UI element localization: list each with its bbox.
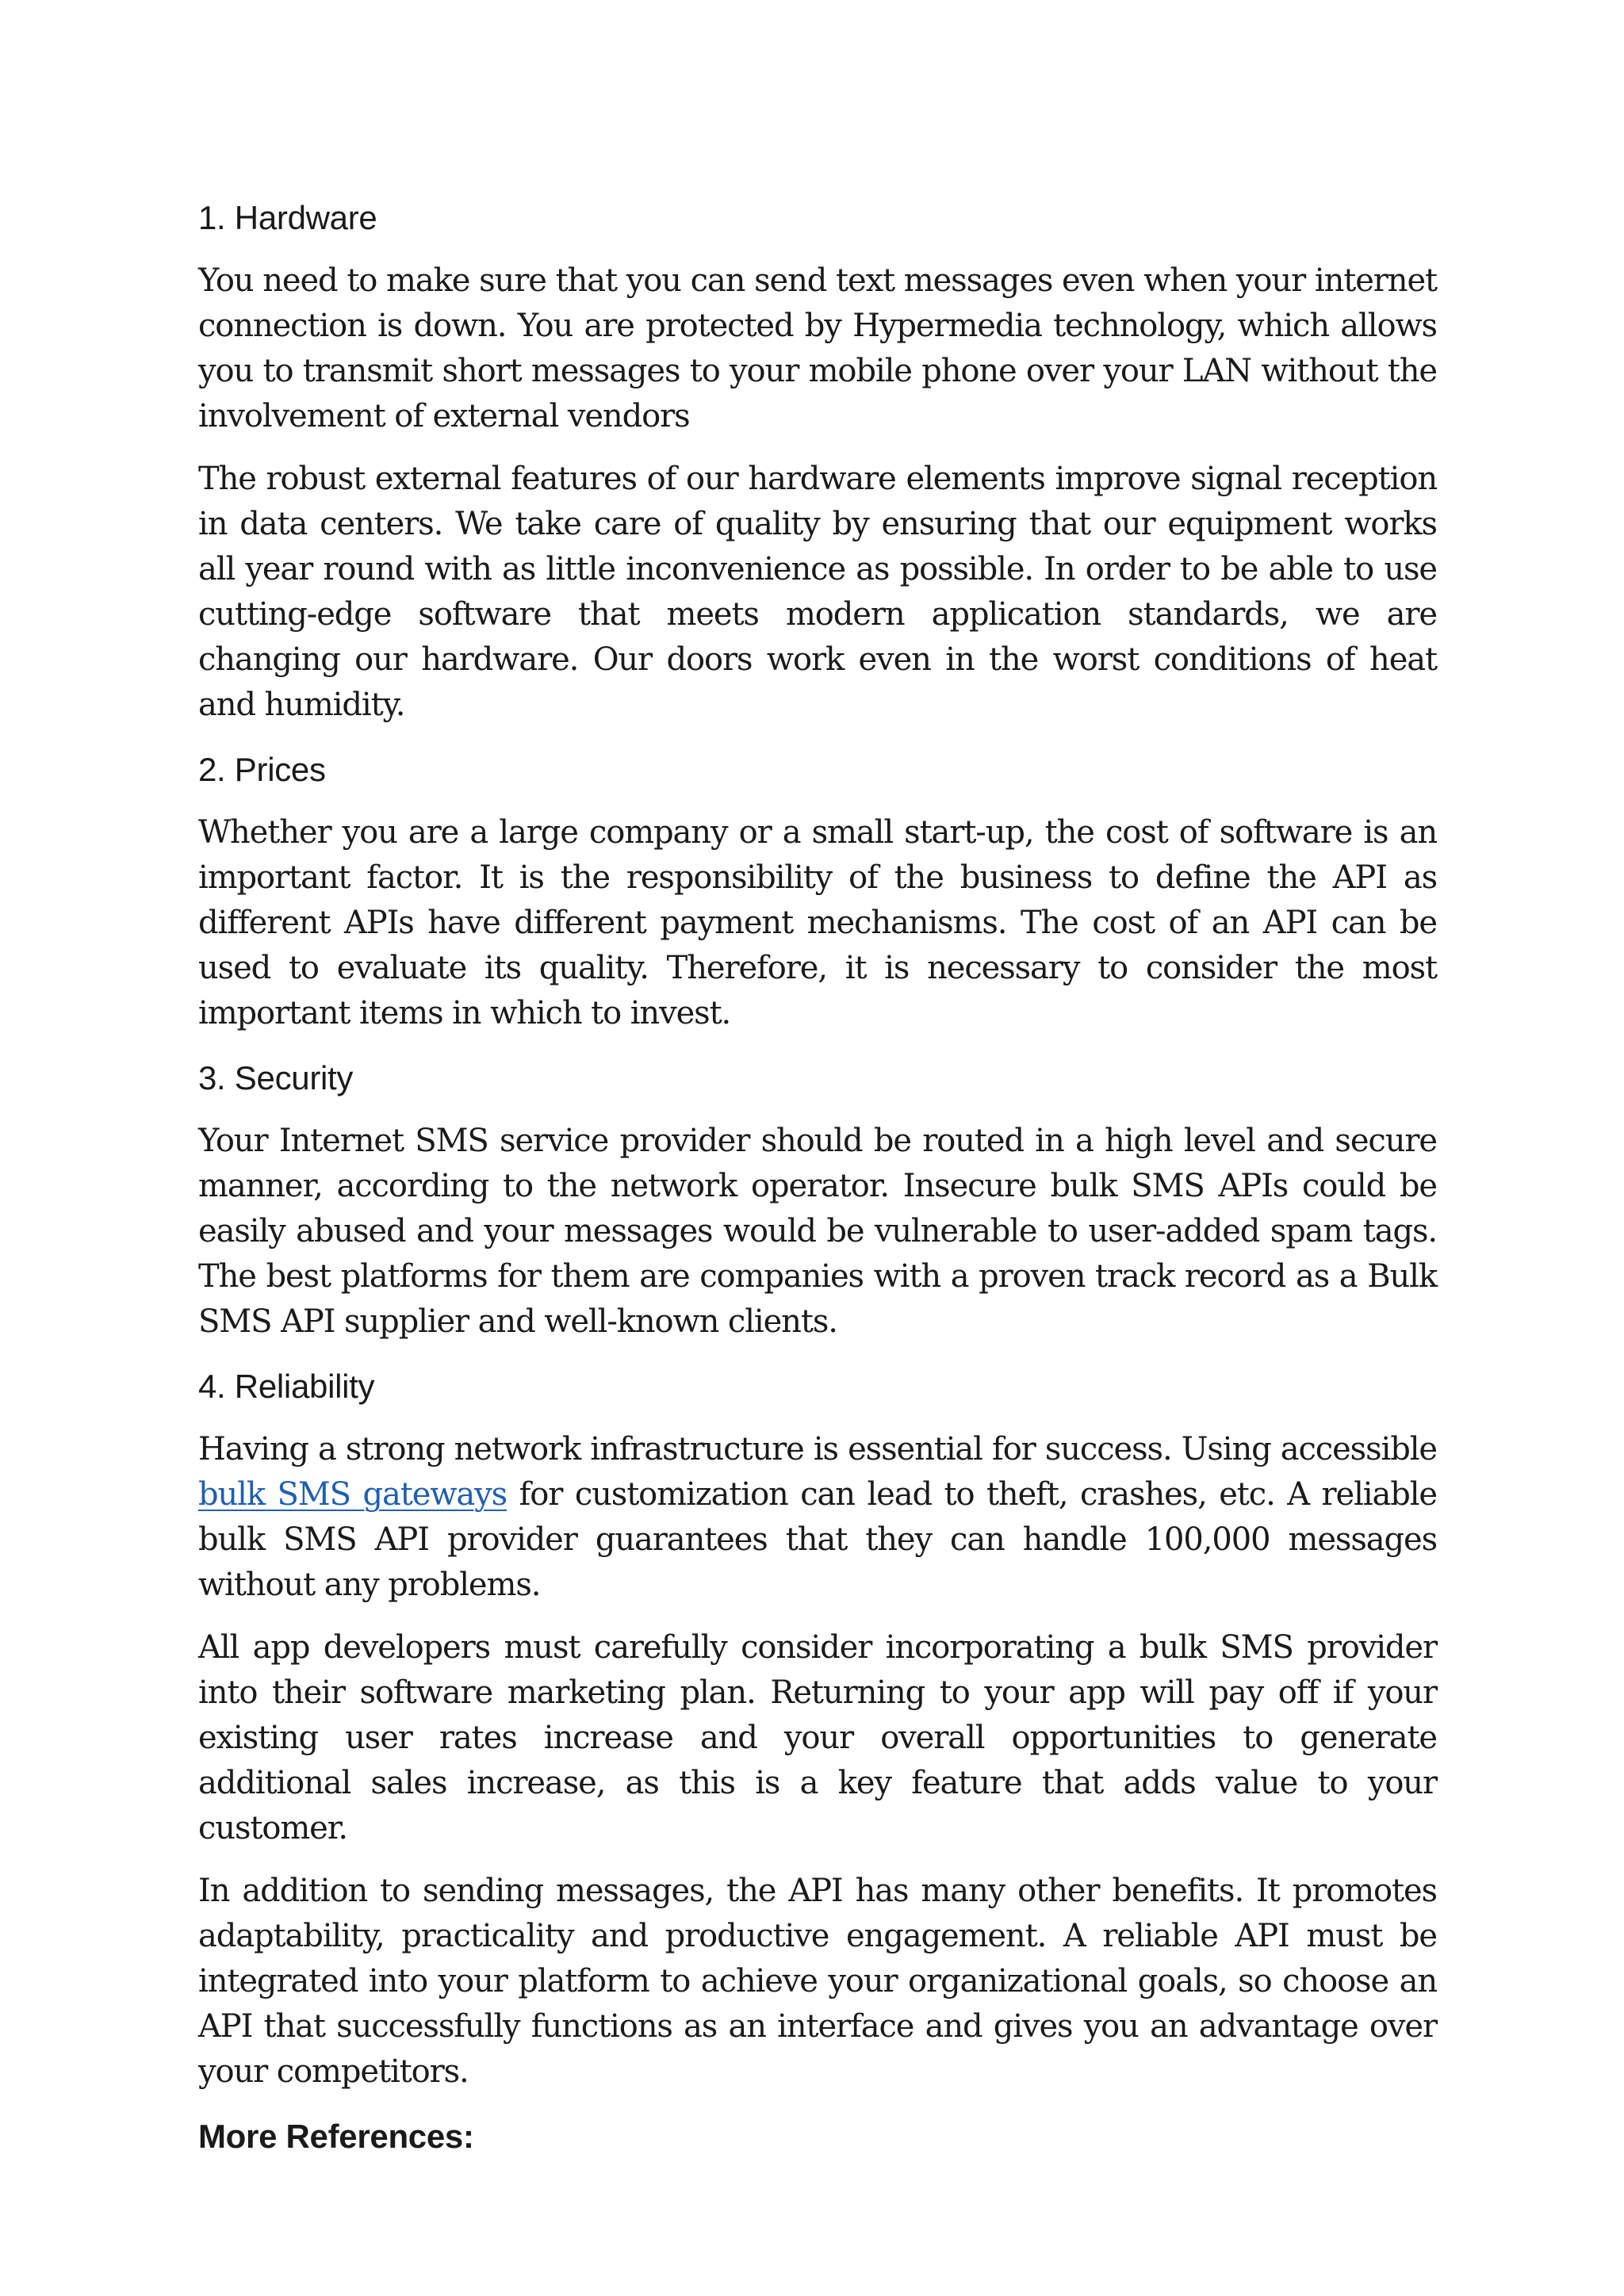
paragraph-security-1: Your Internet SMS service provider should be routed in a high level and secure manner, according to the network operator. Insecure bulk SMS APIs could be easily abused and your messages would be vulnerable to user-added spam tags. The best platforms for them are companies with a proven track record as a Bulk SMS API supplier and well-known clients. <box>198 1123 1437 1340</box>
paragraph-hardware-2: The robust external features of our hardware elements improve signal reception in data centers. We take care of quality by ensuring that our equipment works all year round with as little inconvenience as possible. In order to be able to use cutting-edge software that meets modern application standards, we are changing our hardware. Our doors work even in the worst conditions of heat and humidity. <box>198 461 1437 723</box>
paragraph-prices-1: Whether you are a large company or a small start-up, the cost of software is an important factor. It is the responsibility of the business to define the API as different APIs have different payment mechanisms. The cost of an API can be used to evaluate its quality. Therefore, it is necessary to consider the most important items in which to invest. <box>198 814 1437 1031</box>
paragraph-hardware-1: You need to make sure that you can send text messages even when your internet connection is down. You are protected by Hypermedia technology, which allows you to transmit short messages to your mobile phone over your LAN without the involvement of external vendors <box>198 262 1437 434</box>
heading-more-references: More References: <box>198 2118 474 2155</box>
paragraph-text: Having a strong network infrastructure is essential for success. Using accessible <box>198 1431 1437 1468</box>
paragraph-reliability-2: All app developers must carefully consider incorporating a bulk SMS provider into their software marketing plan. Returning to your app will pay off if your existing user rates increase and your overall opportunities to generate additional sales increase, as this is a key feature that adds value to your customer. <box>198 1629 1437 1846</box>
bulk-sms-gateways-link[interactable]: bulk SMS gateways <box>198 1476 508 1513</box>
paragraph-reliability-1 <box>198 1427 1437 1608</box>
document-page <box>198 193 1437 2177</box>
paragraph-text: for customization can lead to theft, crashes, etc. A reliable bulk SMS API provider guarantees that they can handle 100,000 messages without any problems. <box>198 1476 1437 1603</box>
heading-reliability: 4. Reliability <box>198 1368 375 1405</box>
heading-prices: 2. Prices <box>198 751 326 788</box>
heading-hardware: 1. Hardware <box>198 199 377 236</box>
heading-security: 3. Security <box>198 1059 354 1096</box>
paragraph-reliability-3: In addition to sending messages, the API has many other benefits. It promotes adaptability, practicality and productive engagement. A reliable API must be integrated into your platform to achieve your organizational goals, so choose an API that successfully functions as an interface and gives you an advantage over your competitors. <box>198 1873 1437 2090</box>
